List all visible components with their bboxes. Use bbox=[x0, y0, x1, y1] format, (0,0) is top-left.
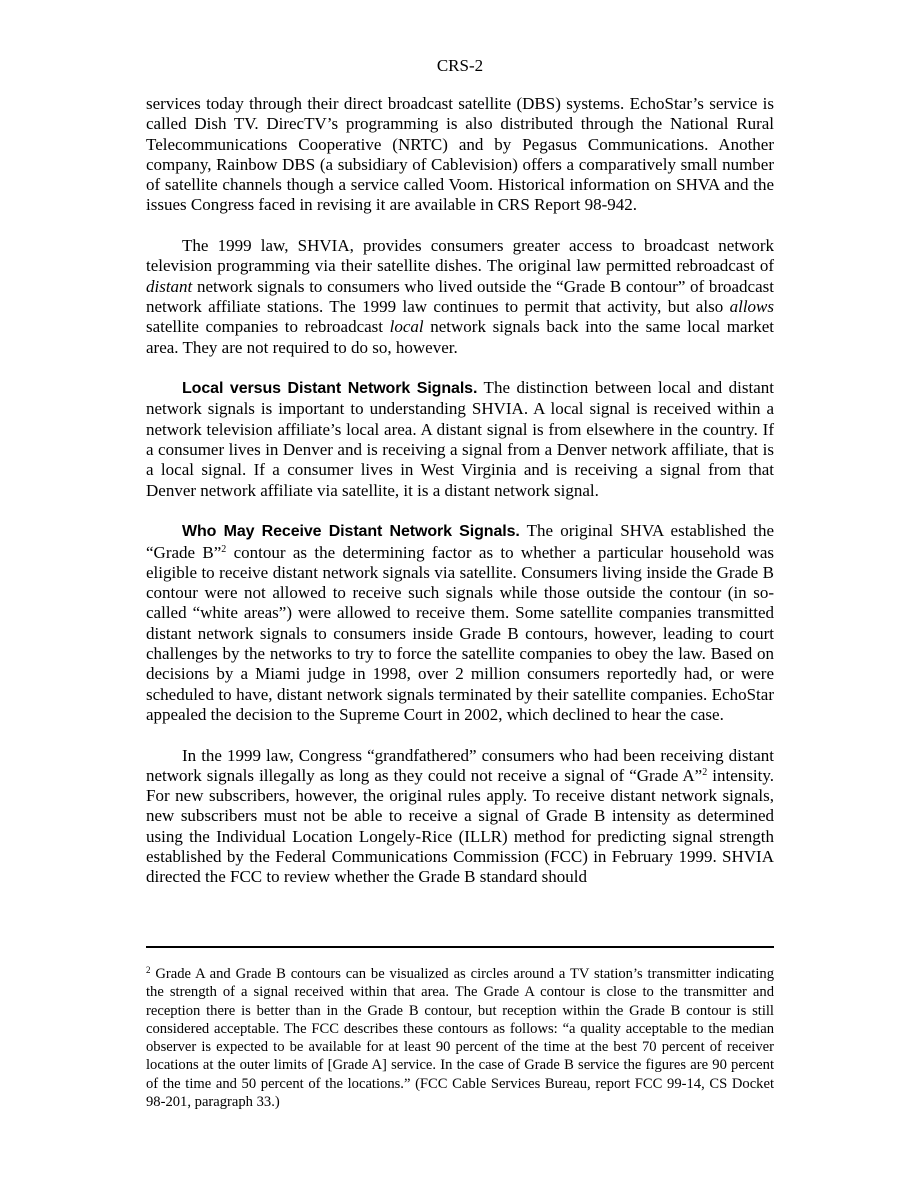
document-body bbox=[146, 94, 774, 908]
paragraph-local-vs-distant bbox=[146, 378, 774, 501]
paragraph-who-may-receive bbox=[146, 521, 774, 725]
paragraph-text: In the 1999 law, Congress “grandfathered” consumers who had been receiving distant network signals illegally as long as they could not receive a signal of “Grade A” bbox=[146, 745, 774, 785]
paragraph-dbs-services bbox=[146, 94, 774, 216]
paragraph-text: services today through their direct broadcast satellite (DBS) systems. EchoStar’s service is called Dish TV. DirecTV’s programming is also distributed through the National Rural Telecommunications Cooperative (NRTC) and by Pegasus Communications. Another company, Rainbow DBS (a subsidiary of Cablevision) offers a comparatively small number of satellite channels though a service called Voom. Historical information on SHVA and the issues Congress faced in revising it are available in CRS Report 98-942. bbox=[146, 94, 774, 215]
paragraph-text: The distinction between local and distant network signals is important to understanding SHVIA. A local signal is received within a network television affiliate’s local area. A distant signal is from elsewhere in the country. If a consumer lives in Denver and is receiving a signal from a Denver network affiliate, that is a local signal. If a consumer lives in West Virginia and is receiving a signal from that Denver network affiliate via satellite, it is a distant network signal. bbox=[146, 378, 775, 500]
emphasis-distant: distant bbox=[146, 276, 193, 296]
emphasis-local: local bbox=[389, 317, 424, 337]
paragraph-text: satellite companies to rebroadcast bbox=[146, 317, 390, 337]
paragraph-text: network signals back into the same local market area. They are not required to do so, however. bbox=[146, 317, 774, 357]
page-number-header bbox=[0, 55, 920, 77]
footnote-divider bbox=[146, 946, 774, 948]
paragraph-grandfathered bbox=[146, 746, 774, 888]
paragraph-text: intensity. For new subscribers, however, the original rules apply. To receive distant network signals, new subscribers must not be able to receive a signal of Grade B intensity as determined using the Individual Location Longely-Rice (ILLR) method for predicting signal strength established by the Federal Communications Commission (FCC) in February 1999. SHVIA directed the FCC to review whether the Grade B standard should bbox=[146, 765, 775, 887]
section-heading-who-may-receive: Who May Receive Distant Network Signals. bbox=[182, 523, 520, 541]
footnote-text: Grade A and Grade B contours can be visualized as circles around a TV station’s transmitter indicating the strength of a signal received within that area. The Grade A contour is close to the transmitter and reception there is better than in the Grade B contour, but reception within the Grade B contour is still considered acceptable. The FCC describes these contours as follows: “a quality acceptable to the median observer is expected to be available for at least 90 percent of the time at the best 70 percent of receiver locations at the outer limits of [Grade A] service. In the case of Grade B service the figures are 90 percent of the time and 50 percent of the locations.” (FCC Cable Services Bureau, report FCC 99-14, CS Docket 98-201, paragraph 33.) bbox=[146, 966, 774, 1111]
paragraph-text: contour as the determining factor as to whether a particular household was eligible to receive distant network signals via satellite. Consumers living inside the Grade B contour were not allowed to receive such signals while those outside the contour (in so-called “white areas”) were allowed to receive them. Some satellite companies transmitted distant network signals to consumers inside Grade B contours, however, leading to court challenges by the networks to try to force the satellite companies to obey the law. Based on decisions by a Miami judge in 1998, over 2 million consumers reportedly had, or were scheduled to have, distant network signals terminated by their satellite companies. EchoStar appealed the decision to the Supreme Court in 2002, which declined to hear the case. bbox=[146, 542, 774, 724]
footnote-reference[interactable]: 2 bbox=[702, 766, 708, 778]
footnote bbox=[146, 965, 774, 1111]
footnote-marker: 2 bbox=[146, 965, 151, 975]
paragraph-text: network signals to consumers who lived outside the “Grade B contour” of broadcast network affiliate stations. The 1999 law continues to permit that activity, but also bbox=[146, 276, 774, 316]
footnote-reference[interactable]: 2 bbox=[221, 543, 227, 555]
emphasis-allows: allows bbox=[729, 296, 774, 316]
paragraph-text: The original SHVA established the “Grade B” bbox=[146, 521, 774, 562]
paragraph-text: The 1999 law, SHVIA, provides consumers greater access to broadcast network television programming via their satellite dishes. The original law permitted rebroadcast of bbox=[146, 236, 774, 276]
paragraph-shvia-overview bbox=[146, 236, 774, 358]
page-label: CRS-2 bbox=[436, 56, 484, 75]
section-heading-local-vs-distant: Local versus Distant Network Signals. bbox=[182, 380, 478, 398]
